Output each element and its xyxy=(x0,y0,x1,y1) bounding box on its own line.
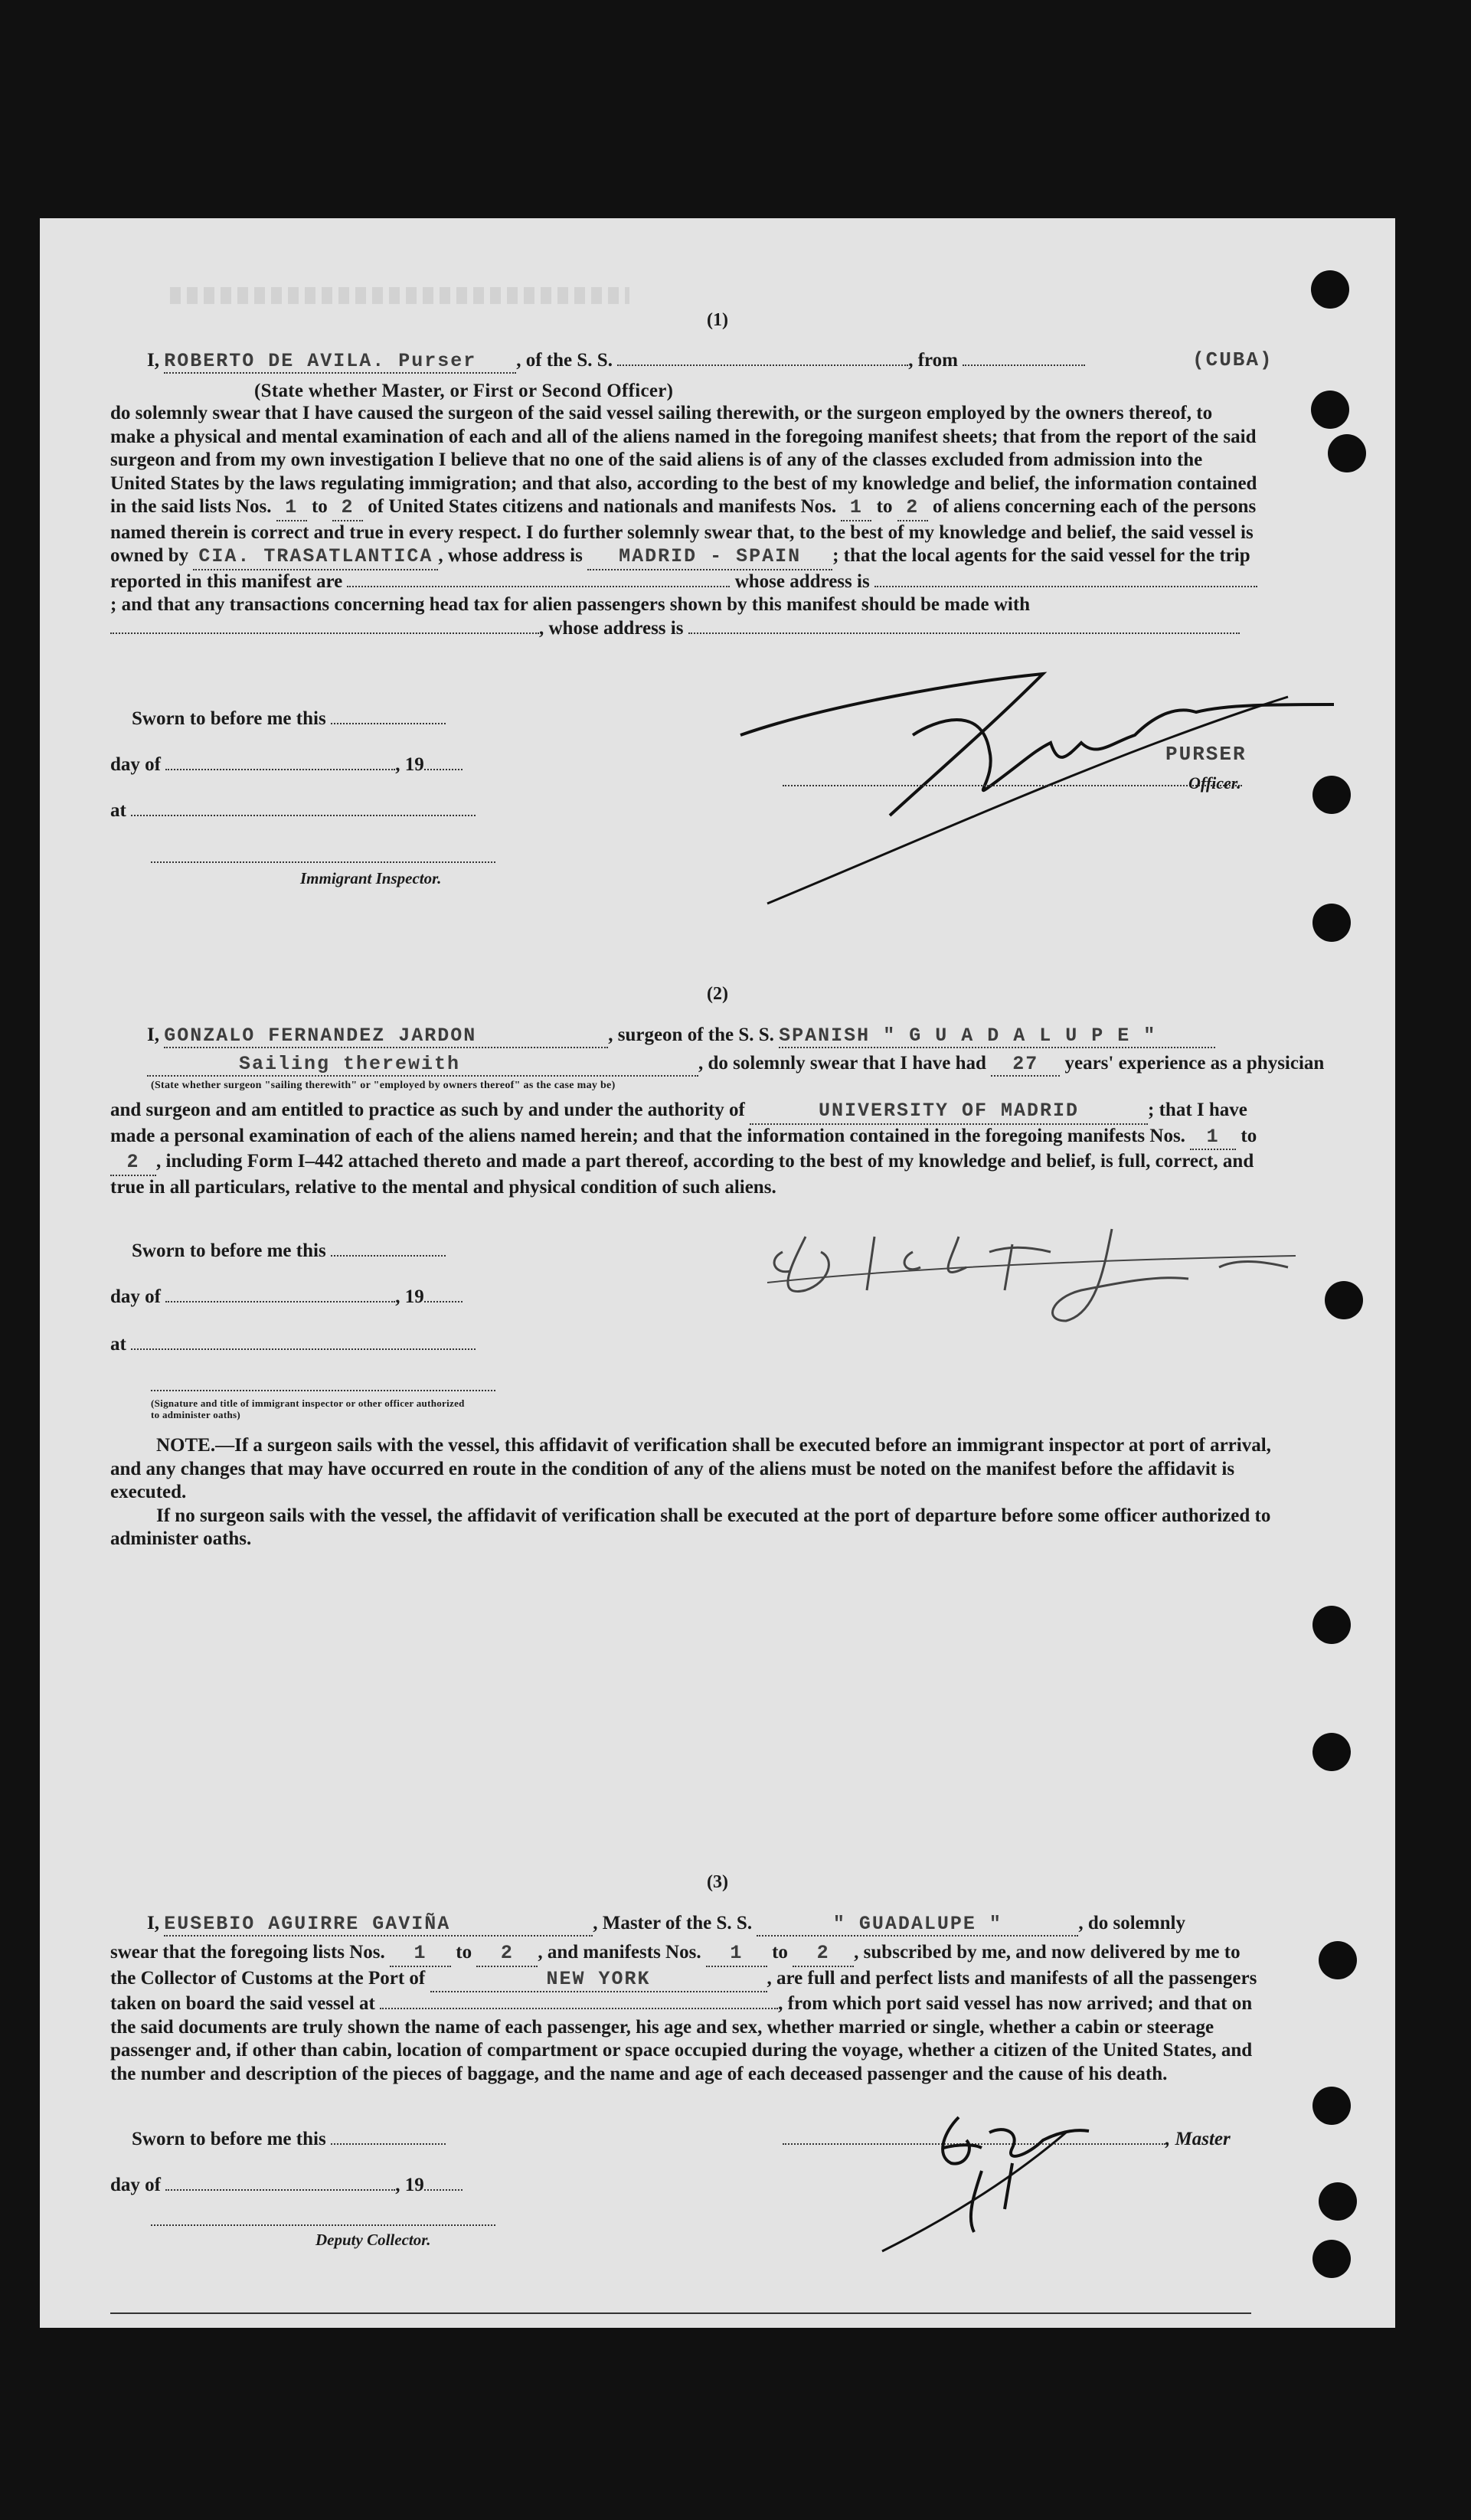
s2-to-text: to xyxy=(1241,1125,1257,1146)
purser-title-typed: PURSER xyxy=(1165,743,1247,766)
punch-hole xyxy=(1328,434,1366,472)
from-text: , from xyxy=(908,350,958,371)
section-2-body xyxy=(110,1099,1259,1199)
section-3-body xyxy=(110,1941,1259,2086)
at-2 xyxy=(110,1334,476,1355)
sworn-3 xyxy=(132,2129,446,2150)
s3-manifests-to: 2 xyxy=(793,1942,854,1967)
do-solemnly-text: , do solemnly xyxy=(1078,1913,1185,1933)
section-1-oath-line xyxy=(147,350,1085,374)
sworn-1-text: Sworn to before me this xyxy=(132,708,326,729)
from-port-value: (CUBA) xyxy=(1192,348,1273,371)
officer-signature-line xyxy=(783,785,1242,786)
punch-hole xyxy=(1312,1606,1351,1644)
oath-pronoun-2: I, xyxy=(147,1025,159,1045)
surgeon-ship-field: SPANISH " G U A D A L U P E " xyxy=(779,1025,1215,1048)
day-2-blank xyxy=(165,1301,395,1302)
authority-value: UNIVERSITY OF MADRID xyxy=(750,1100,1148,1125)
note-label: NOTE. xyxy=(156,1435,216,1456)
to-text: to xyxy=(311,496,328,517)
bleed-through-header xyxy=(170,287,629,304)
punch-hole xyxy=(1312,2240,1351,2278)
from-blank xyxy=(963,364,1085,366)
section-1-body xyxy=(110,402,1259,640)
date-3 xyxy=(110,2175,463,2196)
lists-to-value: 2 xyxy=(332,496,363,521)
sig-caption-2: (Signature and title of immigrant inspector or other officer authorized to administer oaths) xyxy=(151,1397,465,1420)
punch-hole xyxy=(1325,1281,1363,1319)
date-1 xyxy=(110,754,463,776)
s3-to-text-2: to xyxy=(772,1942,788,1963)
bottom-rule xyxy=(110,2312,1251,2314)
s3-to-text: to xyxy=(456,1942,472,1963)
section-3-text-a: swear that the foregoing lists Nos. xyxy=(110,1942,385,1963)
port-value: NEW YORK xyxy=(430,1968,767,1993)
section-3-text-c: , are full and perfect lists and manifests of all the passengers taken on board the said vessel at xyxy=(110,1967,1257,2014)
at-1-text: at xyxy=(110,800,126,821)
at-2-blank xyxy=(131,1348,476,1350)
punch-hole xyxy=(1319,1941,1357,1979)
agents-address-blank xyxy=(874,586,1257,587)
surgeon-of-ss-text: , surgeon of the S. S. xyxy=(608,1025,774,1045)
sworn-2-blank xyxy=(331,1255,446,1257)
year-1: , 19 xyxy=(395,754,424,775)
inspector-2-line xyxy=(151,1390,495,1391)
section-2-text-c: , including Form I–442 attached thereto and made a part thereof, according to the best of my knowledge and belief, is full, correct, and true in all particulars, relative to the mental and physical condition of such aliens. xyxy=(110,1151,1254,1198)
date-2 xyxy=(110,1286,463,1308)
note-paragraph-1 xyxy=(110,1434,1305,1505)
at-2-text: at xyxy=(110,1334,126,1355)
section-1-text-a: do solemnly swear that I have caused the surgeon of the said vessel sailing therewith, or the surgeon employed by the owners thereof, to make a physical and mental examination of each and all of the aliens named in the foregoing manifest sheets; that from the report of the said surgeon and from my own investigation I believe that no one of the said aliens is of any of the classes excluded from admission into the United States by the laws regulating immigration; and that also, according to the best of my knowledge and belief, the information contained in the said lists Nos. xyxy=(110,403,1257,517)
at-1-blank xyxy=(131,815,476,816)
year-2-blank xyxy=(424,1301,463,1302)
and-manifests-text: , and manifests Nos. xyxy=(538,1942,701,1963)
deputy-line xyxy=(151,2224,495,2226)
section-2-oath-line xyxy=(147,1025,1215,1048)
owner-address-value: MADRID - SPAIN xyxy=(587,545,832,570)
section-1-text-e: whose address is xyxy=(734,570,870,592)
local-agents-blank xyxy=(347,586,730,587)
year-3-blank xyxy=(424,2189,463,2191)
year-2: , 19 xyxy=(395,1286,424,1307)
day-of-2: day of xyxy=(110,1286,161,1307)
sworn-3-text: Sworn to before me this xyxy=(132,2129,326,2149)
punch-hole xyxy=(1319,2182,1357,2221)
sworn-2-text: Sworn to before me this xyxy=(132,1240,326,1261)
at-1 xyxy=(110,800,476,822)
manifests-to-value: 2 xyxy=(897,496,928,521)
surgeon-name-field: GONZALO FERNANDEZ JARDON xyxy=(164,1025,608,1048)
owner-value: CIA. TRASATLANTICA xyxy=(193,545,438,570)
punch-hole xyxy=(1312,2087,1351,2125)
inspector-1-line xyxy=(151,861,495,863)
s3-lists-from: 1 xyxy=(390,1942,451,1967)
section-2-text-a: and surgeon and am entitled to practice as such by and under the authority of xyxy=(110,1100,745,1120)
punch-hole xyxy=(1311,391,1349,429)
punch-hole xyxy=(1312,904,1351,942)
deputy-title: Deputy Collector. xyxy=(315,2231,431,2249)
section-1-text-f: ; and that any transactions concerning head tax for alien passengers shown by this manifest should be made with xyxy=(110,594,1031,615)
years-experience-value: 27 xyxy=(991,1053,1060,1077)
section-3-text-b: , subscribed by me, and now delivered by me to the Collector of Customs at the Port of xyxy=(110,1942,1241,1989)
of-ss-text: , of the S. S. xyxy=(516,350,613,371)
punch-hole xyxy=(1312,1733,1351,1771)
purser-signature xyxy=(737,651,1334,911)
section-1-text-g: , whose address is xyxy=(539,617,684,639)
master-signature xyxy=(859,2102,1120,2255)
surgeon-signature xyxy=(760,1206,1311,1329)
year-3: , 19 xyxy=(395,2175,424,2195)
sworn-3-blank xyxy=(331,2143,446,2145)
officer-hint: (State whether Master, or First or Second Officer) xyxy=(254,381,674,401)
whose-address-text: , whose address is xyxy=(438,545,583,566)
master-title: , Master xyxy=(1165,2129,1231,2149)
note-paragraph-2: If no surgeon sails with the vessel, the affidavit of verification shall be executed at the port of departure before some officer authorized to administer oaths. xyxy=(110,1505,1271,1549)
sworn-2 xyxy=(132,1240,446,1262)
lists-from-value: 1 xyxy=(276,496,307,521)
year-1-blank xyxy=(424,769,463,770)
oath-pronoun-3: I, xyxy=(147,1913,159,1933)
day-of-1: day of xyxy=(110,754,161,775)
punch-hole xyxy=(1312,776,1351,814)
note-text-1: —If a surgeon sails with the vessel, this affidavit of verification shall be executed before an immigrant inspector at port of arrival, and any changes that may have occurred en route in the condition of any of the aliens must be noted on the manifest before the affidavit is executed. xyxy=(110,1435,1271,1502)
section-2-text-b: ; that I have made a personal examination of each of the aliens named herein; and that the information contained in the foregoing manifests Nos. xyxy=(110,1100,1247,1146)
officer-name-field: ROBERTO DE AVILA. Purser xyxy=(164,350,516,374)
s3-lists-to: 2 xyxy=(476,1942,538,1967)
section-3-text-d: , from which port said vessel has now arrived; and that on the said documents are truly shown the name of each passenger, his age and sex, whether married or single, whether a cabin or steerage passenger and, if other than cabin, location of compartment or space occupied during the voyage, whether a citizen of the United States, and the number and description of the pieces of baggage, and the name and age of each deceased passenger and the cause of his death. xyxy=(110,1993,1253,2084)
sworn-1-blank xyxy=(331,723,446,724)
section-2-sailing-line xyxy=(147,1053,1324,1077)
s3-manifests-from: 1 xyxy=(706,1942,767,1967)
section-1-number: (1) xyxy=(707,310,728,330)
day-1-blank xyxy=(165,769,395,770)
sailing-therewith-field: Sailing therewith xyxy=(147,1053,698,1077)
ship-name-blank xyxy=(617,364,908,366)
section-2-note xyxy=(110,1434,1305,1551)
head-tax-blank xyxy=(110,632,539,634)
day-of-3: day of xyxy=(110,2175,161,2195)
master-ship-field: " GUADALUPE " xyxy=(757,1913,1078,1937)
departure-port-blank xyxy=(380,2008,778,2009)
years-exp-text: years' experience as a physician xyxy=(1064,1053,1325,1074)
section-2-number: (2) xyxy=(707,984,728,1004)
head-tax-address-blank xyxy=(688,632,1240,634)
punch-hole xyxy=(1311,270,1349,309)
day-3-blank xyxy=(165,2189,395,2191)
master-name-field: EUSEBIO AGUIRRE GAVIÑA xyxy=(164,1913,593,1937)
inspector-1-title: Immigrant Inspector. xyxy=(300,869,442,887)
swear-text: , do solemnly swear that I have had xyxy=(698,1053,986,1074)
manifest-page xyxy=(40,218,1395,2328)
section-1-text-c: of aliens concerning each of the persons named therein is correct and true in every respect. I do further solemnly swear that, to the best of my knowledge and belief, the said vessel is owned by xyxy=(110,496,1257,566)
to-text: to xyxy=(876,496,893,517)
officer-title-printed: Officer. xyxy=(1188,773,1241,793)
sworn-1 xyxy=(132,708,446,730)
section-3-oath-line xyxy=(147,1913,1185,1937)
sailing-hint: (State whether surgeon "sailing therewith" or "employed by owners thereof" as the case may be) xyxy=(151,1080,616,1091)
master-of-ss-text: , Master of the S. S. xyxy=(593,1913,753,1933)
section-3-number: (3) xyxy=(707,1872,728,1892)
s2-manifests-to: 2 xyxy=(110,1151,156,1176)
section-1-text-d: ; that the local agents for the said vessel for the trip reported in this manifest are xyxy=(110,545,1250,592)
section-1-text-b: of United States citizens and nationals and manifests Nos. xyxy=(368,496,837,517)
oath-pronoun: I, xyxy=(147,350,159,371)
manifests-from-value: 1 xyxy=(841,496,871,521)
s2-manifests-from: 1 xyxy=(1190,1126,1236,1151)
